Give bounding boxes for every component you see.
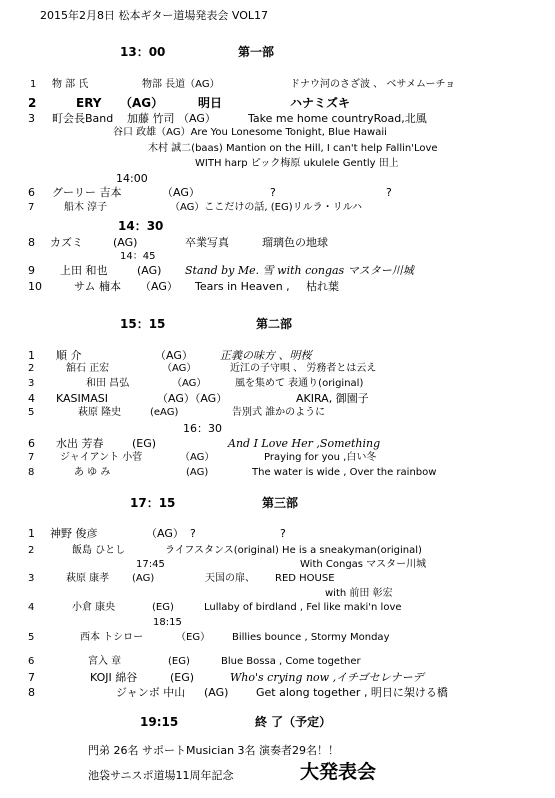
end-label: 終 了（予定） [255, 715, 332, 729]
time-label: 14：45 [120, 251, 156, 262]
part3-title: 第三部 [262, 496, 299, 510]
accompaniment-note: With Congas マスター川城 [300, 559, 427, 570]
time-label: 18:15 [153, 617, 182, 628]
document-header: 2015年2月8日 松本ギター道場発表会 VOL17 [40, 9, 268, 22]
program-sheet: 2015年2月8日 松本ギター道場発表会 VOL17 13：00 第一部 1 物 部 氏 物部 長道（AG） ドナウ河のさざ波 、 ベサメムーチョ 2 ERY （AG） 明日 ハナミズキ 3 町会長Band 加藤 竹司 （AG） Take me home countryRoad,北風 谷口 政雄（AG）Are You Lonesome Tonight, Blue Hawaii 木村 誠二(baas) Mantion on the Hill, I can't help Fallin'Love WITH harp ピック梅原 ukulele Gently 田上 14:00 6 グーリー 吉本 （AG） ? ? 7 船木 淳子 （AG）ここだけの話, (EG)リルラ・リルハ 14：30 8 カズミ (AG) 卒業写真 瑠璃色の地球 14：45 9 上田 和也 (AG) Stand by Me. 雪 with congas マスター川城 10 サム 楠本 （AG） Tears in Heaven , 枯れ葉 15：15 第二部 1 順 介 （AG） 正義の味方 、明桜 2 舘石 正宏 （AG） 近江の子守唄 、 労務者とは云え 3 和田 昌弘 （AG） 風を集めて 表通り(original) 4 KASIMASI （AG）（AG） AKIRA, 御園子 5 萩原 隆史 (eAG) 告別式 誰かのように 16：30 6 水出 芳春 (EG) And I Love Her ,Something 7 ジャイアント 小菅 （AG） Praying for you ,白い冬 8 あ ゆ み (AG) The water is wide , Over the rainbow 17：15 第三部 1 神野 俊彦 （AG） ? ? 2 飯島 ひとし ライフスタンス(original) He is a sneakyman(original) 17:45 With Congas マスター川城 3 萩原 康孝 (AG) 天国の扉、 RED HOUSE with 前田 彰宏 4 小倉 康央 (EG) Lullaby of birdland , Fel like maki'n love 18:15 5 西本 トシロー （EG） Billies bounce , Stormy Monday 6 宮入 章 (EG) Blue Bossa , Come together 7 KOJI 綿谷 (EG) Who's crying now ,イチゴセレナーデ 8 ジャンボ 中山 (AG) Get along together , 明日に架ける橋 19:15 終 了（予定） 門弟 26名 サポートMusician 3名 演奏者29名！！ 池袋サニスポ道場11周年記念 大発表会 [28, 9, 456, 783]
part1-title: 第一部 [238, 45, 275, 59]
part3-time: 17：15 [130, 496, 176, 510]
time-label: 16：30 [183, 422, 222, 435]
event-caption: 池袋サニスポ道場11周年記念 [88, 769, 234, 782]
time-label: 17:45 [136, 559, 165, 570]
band-member: 木村 誠二(baas) Mantion on the Hill, I can't help Fallin'Love [148, 143, 438, 154]
part2-time: 15：15 [120, 317, 166, 331]
band-member: WITH harp ピック梅原 ukulele Gently 田上 [195, 158, 399, 169]
band-member: 谷口 政雄（AG）Are You Lonesome Tonight, Blue Hawaii [113, 127, 387, 138]
event-name: 大発表会 [300, 761, 377, 783]
attendance-summary: 門弟 26名 サポートMusician 3名 演奏者29名！！ [88, 744, 340, 757]
accompaniment-note: with 前田 彰宏 [325, 588, 393, 599]
part1-time: 13：00 [120, 45, 166, 59]
part2-title: 第二部 [256, 317, 293, 331]
end-time: 19:15 [140, 715, 179, 729]
time-label: 14:00 [116, 172, 148, 185]
time-label: 14：30 [118, 219, 164, 233]
